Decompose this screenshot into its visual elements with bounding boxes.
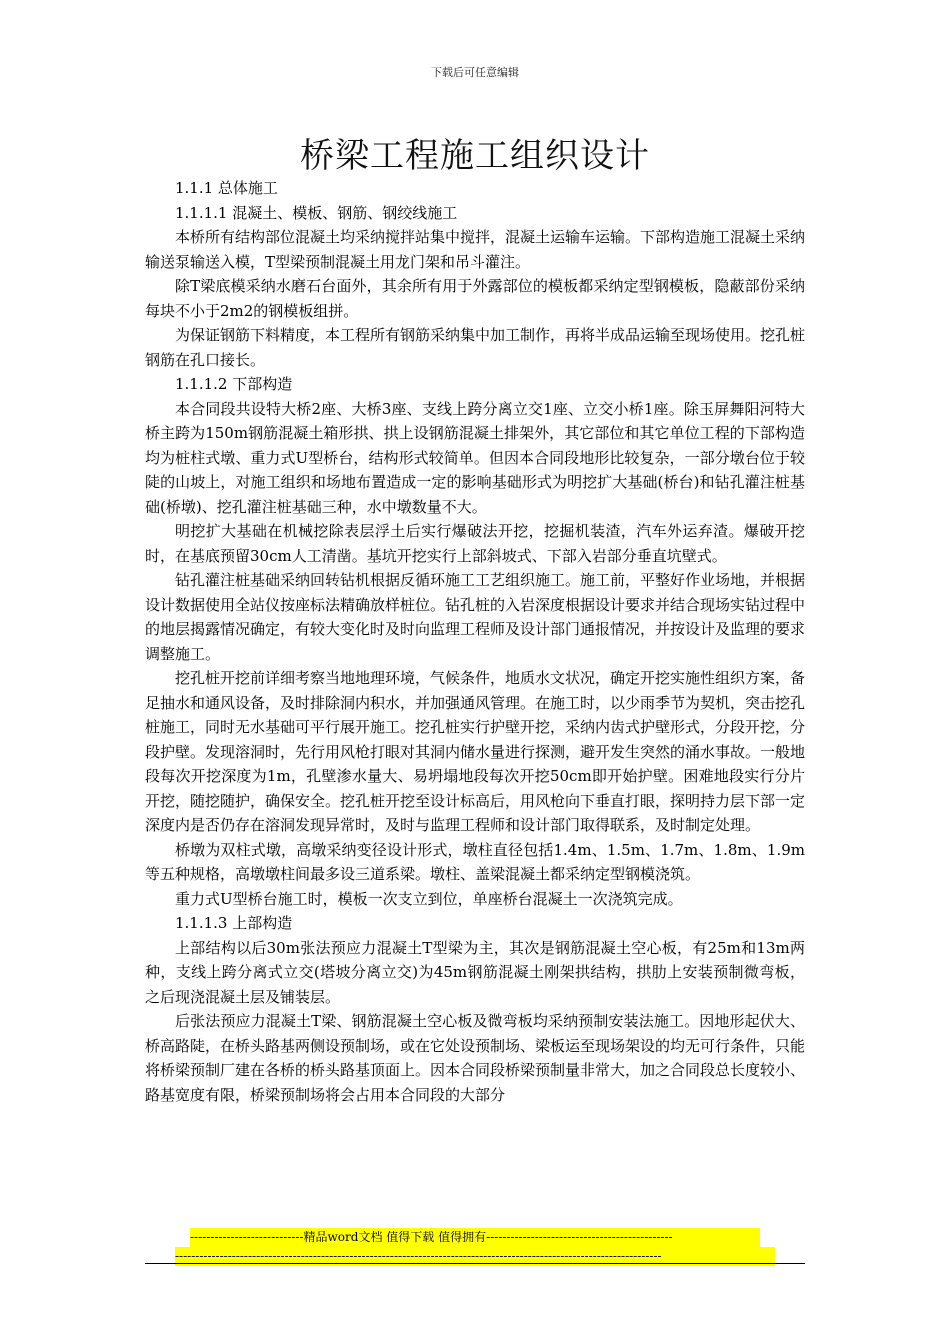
- subsection-heading: 1.1.1.3 上部构造: [175, 914, 293, 932]
- section-heading: 1.1.1 总体施工: [175, 179, 278, 197]
- footer-highlight-line: ----------------------------精品word文档 值得下载 值得拥有----------------------------------------------: [190, 1228, 760, 1247]
- paragraph: 后张法预应力混凝土T梁、钢筋混凝土空心板及微弯板均采纳预制安装法施工。因地形起伏大、桥高路陡，在桥头路基两侧设预制场，或在它处设预制场、梁板运至现场架设的均无可行条件，只能将桥梁预制厂建在各桥的桥头路基顶面上。因本合同段桥梁预制量非常大，加之合同段总长度较小、路基宽度有限，桥梁预制场将会占用本合同段的大部分: [145, 1012, 806, 1104]
- subsection-heading: 1.1.1.1 混凝土、模板、钢筋、钢绞线施工: [175, 203, 458, 222]
- page-footer: [145, 1228, 805, 1266]
- paragraph: 本桥所有结构部位混凝土均采纳搅拌站集中搅拌，混凝土运输车运输。下部构造施工混凝土采纳输送泵输送入模，T型梁预制混凝土用龙门架和吊斗灌注。: [145, 228, 806, 271]
- paragraph: 本合同段共设特大桥2座、大桥3座、支线上跨分离立交1座、立交小桥1座。除玉屏舞阳河特大桥主跨为150m钢筋混凝土箱形拱、拱上设钢筋混凝土排架外，其它部位和其它单位工程的下部构造均为桩柱式墩、重力式U型桥台，结构形式较简单。但因本合同段地形比较复杂，一部分墩台位于较陡的山坡上，对施工组织和场地布置造成一定的影响基础形式为明挖扩大基础(桥台)和钻孔灌注桩基础(桥墩)、挖孔灌注桩基础三种，水中墩数量不大。: [145, 399, 805, 516]
- paragraph: 挖孔桩开挖前详细考察当地地理环境，气候条件，地质水文状况，确定开挖实施性组织方案，备足抽水和通风设备，及时排除洞内积水，并加强通风管理。在施工时，以少雨季节为契机，突击挖孔桩施工，同时无水基础可平行展开施工。挖孔桩实行护壁开挖，采纳内齿式护壁形式，分段开挖，分段护壁。发现溶洞时，先行用风枪打眼对其洞内储水量进行探测，避开发生突然的涌水事故。一般地段每次开挖深度为1m，孔壁渗水量大、易坍塌地段每次开挖50cm即开始护壁。困难地段实行分片开挖，随挖随护，确保安全。挖孔桩开挖至设计标高后，用风枪向下垂直打眼，探明持力层下部一定深度内是否仍存在溶洞发现异常时，及时与监理工程师和设计部门取得联系，及时制定处理。: [145, 669, 806, 834]
- document-title: 桥梁工程施工组织设计: [300, 136, 650, 176]
- page-header-note: 下载后可任意编辑: [431, 66, 519, 79]
- footer-divider: [145, 1263, 805, 1264]
- subsection-heading: 1.1.1.2 下部构造: [175, 375, 293, 393]
- footer-dash-line: ------------------------------------------------------------------------------------------------------------------------: [175, 1247, 775, 1266]
- paragraph: 桥墩为双柱式墩，高墩采纳变径设计形式，墩柱直径包括1.4m、1.5m、1.7m、1.8m、1.9m等五种规格，高墩墩柱间最多设三道系梁。墩柱、盖梁混凝土都采纳定型钢模浇筑。: [145, 840, 805, 883]
- paragraph: 除T梁底模采纳水磨石台面外，其余所有用于外露部位的模板都采纳定型钢模板，隐蔽部份采纳每块不小于2m2的钢模板组拼。: [145, 277, 805, 320]
- paragraph: 重力式U型桥台施工时，模板一次支立到位，单座桥台混凝土一次浇筑完成。: [175, 889, 683, 908]
- paragraph: 上部结构以后30m张法预应力混凝土T型梁为主，其次是钢筋混凝土空心板，有25m和13m两种，支线上跨分离式立交(塔坡分离立交)为45m钢筋混凝土刚架拱结构，拱肋上安装预制微弯板，之后现浇混凝土层及铺装层。: [145, 938, 805, 1006]
- paragraph: 钻孔灌注桩基础采纳回转钻机根据反循环施工工艺组织施工。施工前，平整好作业场地，并根据设计数据使用全站仪按座标法精确放样桩位。钻孔桩的入岩深度根据设计要求并结合现场实钻过程中的地层揭露情况确定，有较大变化时及时向监理工程师及设计部门通报情况，并按设计及监理的要求调整施工。: [145, 571, 806, 663]
- document-body: [145, 176, 805, 1107]
- paragraph: 明挖扩大基础在机械挖除表层浮土后实行爆破法开挖，挖掘机装渣，汽车外运弃渣。爆破开挖时，在基底预留30cm人工清凿。基坑开挖实行上部斜坡式、下部入岩部分垂直坑壁式。: [145, 522, 805, 565]
- paragraph: 为保证钢筋下料精度，本工程所有钢筋采纳集中加工制作，再将半成品运输至现场使用。挖孔桩钢筋在孔口接长。: [145, 326, 806, 369]
